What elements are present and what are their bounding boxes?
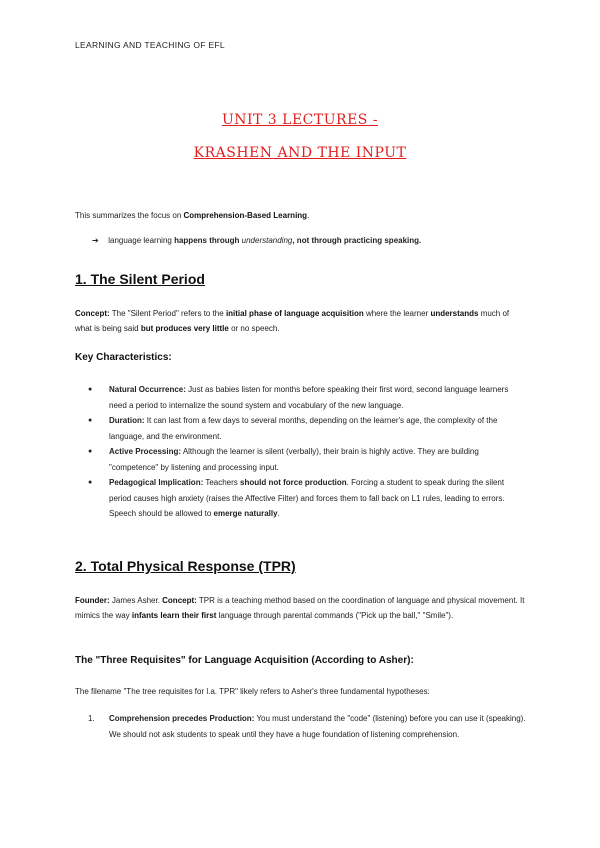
arrow-point xyxy=(92,236,532,245)
three-requisites-heading: The "Three Requisites" for Language Acquisition (According to Asher): xyxy=(75,655,414,666)
item-bold: emerge naturally xyxy=(213,509,278,518)
concept-text: much of what is being said xyxy=(75,309,510,333)
key-characteristics-heading: Key Characteristics: xyxy=(75,352,172,363)
concept-label: Concept: xyxy=(162,596,197,605)
concept-bold: initial phase of language acquisition xyxy=(225,309,364,318)
founder-paragraph xyxy=(75,593,525,623)
arrow-bold-end: , not through practicing speaking. xyxy=(292,236,422,245)
item-text: . Forcing a student to speak during the silent period causes high anxiety (raises the Affective Filter) and forces them to fall back on L1 rules, leading to errors. Speech should be allowed to xyxy=(109,478,505,518)
list-item xyxy=(88,382,528,413)
founder-text: TPR is a teaching method based on the coordination of language and physical movement. It mimics the way xyxy=(75,596,525,620)
founder-text: language through parental commands ("Pick up the ball," "Smile"). xyxy=(216,611,454,620)
item-label: Active Processing: xyxy=(109,447,182,456)
item-text: . xyxy=(277,509,280,518)
arrow-right-icon: ➔ xyxy=(92,236,99,245)
intro-text: This summarizes the focus on xyxy=(75,211,184,220)
document-title-line2: KRASHEN AND THE INPUT xyxy=(193,145,407,161)
arrow-italic: understanding xyxy=(241,236,293,245)
section-heading-silent-period: 1. The Silent Period xyxy=(75,271,205,287)
intro-paragraph xyxy=(75,208,525,223)
list-item xyxy=(88,711,528,743)
concept-text: where the learner xyxy=(363,309,431,318)
item-text: It can last from a few days to several months, depending on the learner's age, the complexity of the language, and the environment. xyxy=(109,416,498,441)
list-item xyxy=(88,475,528,522)
item-number: 1. xyxy=(88,714,95,723)
arrow-bold: happens through xyxy=(174,236,242,245)
running-header: LEARNING AND TEACHING OF EFL xyxy=(75,40,225,50)
requisites-list xyxy=(88,711,528,743)
section-heading-tpr: 2. Total Physical Response (TPR) xyxy=(75,558,296,574)
item-bold: should not force production xyxy=(240,478,347,487)
founder-text: James Asher. xyxy=(109,596,163,605)
item-label: Natural Occurrence: xyxy=(109,385,186,394)
item-text: Teachers xyxy=(203,478,241,487)
concept-bold: understands xyxy=(430,309,479,318)
intro-bold: Comprehension-Based Learning xyxy=(183,211,308,220)
item-label: Pedagogical Implication: xyxy=(109,478,204,487)
item-text: Just as babies listen for months before speaking their first word, second language learners need a period to internalize the sound system and vocabulary of the new language. xyxy=(109,385,509,410)
item-text: Although the learner is silent (verbally), their brain is highly active. They are building "competence" by listening and processing input. xyxy=(109,447,479,472)
filename-note: The filename "The tree requisites for l.a. TPR" likely refers to Asher's three fundamental hypotheses: xyxy=(75,687,430,696)
list-item xyxy=(88,444,528,475)
item-label: Duration: xyxy=(109,416,145,425)
document-title-line1: UNIT 3 LECTURES - xyxy=(221,112,379,128)
intro-end: . xyxy=(307,211,310,220)
arrow-text: language learning xyxy=(108,236,175,245)
item-label: Comprehension precedes Production: xyxy=(109,714,255,723)
list-item xyxy=(88,413,528,444)
founder-bold: infants learn their first xyxy=(131,611,217,620)
item-text: You must understand the "code" (listening) before you can use it (speaking). We should not ask students to speak until they have a huge foundation of listening comprehension. xyxy=(109,714,526,739)
concept-paragraph xyxy=(75,306,525,336)
concept-bold: but produces very little xyxy=(140,324,229,333)
concept-label: Concept: xyxy=(75,309,110,318)
founder-label: Founder: xyxy=(75,596,110,605)
concept-text: or no speech. xyxy=(228,324,280,333)
concept-text: The "Silent Period" refers to the xyxy=(109,309,226,318)
characteristics-list xyxy=(88,382,528,522)
